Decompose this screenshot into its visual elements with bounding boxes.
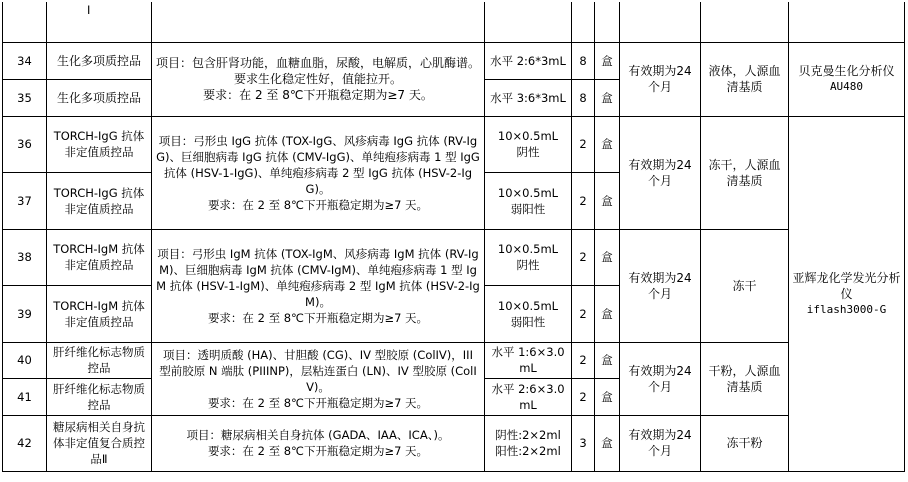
product-name: TORCH-IgM 抗体非定值质控品 — [47, 229, 152, 285]
row-number: 37 — [3, 172, 47, 229]
spec: 10×0.5mL 弱阳性 — [485, 285, 572, 342]
matrix: 干粉，人源血清基质 — [701, 342, 789, 415]
product-name: 生化多项质控品 — [47, 79, 152, 116]
spec: 10×0.5mL 弱阳性 — [485, 172, 572, 229]
spec: 10×0.5mL 阴性 — [485, 229, 572, 285]
row-number: 36 — [3, 116, 47, 172]
row-number: 41 — [3, 378, 47, 415]
unit: 盒 — [595, 229, 620, 285]
spec: 水平 3:6*3mL — [485, 79, 572, 116]
unit: 盒 — [595, 116, 620, 172]
table-row — [3, 42, 905, 79]
spec: 水平 2:6*3mL — [485, 42, 572, 79]
project-description: 项目：透明质酸 (HA)、甘胆酸 (CG)、IV 型胶原 (ColIV)，III 型前胶原 N 端肽 (PIIINP)，层粘连蛋白 (LN)、IV 型胶原 (ColIV)。 要求：在 2 至 8℃下开瓶稳定期为≥7 天。 — [152, 342, 485, 415]
row-number: 42 — [3, 415, 47, 471]
row-number: 38 — [3, 229, 47, 285]
spec: 10×0.5mL 阴性 — [485, 116, 572, 172]
unit: 盒 — [595, 285, 620, 342]
row-number: 34 — [3, 42, 47, 79]
product-name: 肝纤维化标志物质控品 — [47, 378, 152, 415]
table-row — [3, 415, 905, 471]
row-number: 40 — [3, 342, 47, 378]
project-description: 项目：糖尿病相关自身抗体 (GADA、IAA、ICA、)。 要求：在 2 至 8℃下开瓶稳定期为≥7 天。 — [152, 415, 485, 471]
validity: 有效期为24 个月 — [620, 42, 701, 116]
project-description: 项目：弓形虫 IgG 抗体 (TOX-IgG、风疹病毒 IgG 抗体 (RV-IgG)、巨细胞病毒 IgG 抗体 (CMV-IgG)、单纯疱疹病毒 1 型 IgG 抗体 (HSV-1-IgG)、单纯疱疹病毒 2 型 IgG 抗体 (HSV-2-IgG)。 要求：在 2 至 8℃下开瓶稳定期为≥7 天。 — [152, 116, 485, 229]
table-row — [3, 342, 905, 378]
row-number: 35 — [3, 79, 47, 116]
quantity: 8 — [572, 79, 595, 116]
spec: 阴性:2×2ml 阳性:2×2ml — [485, 415, 572, 471]
unit: 盒 — [595, 378, 620, 415]
quantity: 2 — [572, 285, 595, 342]
product-name: TORCH-IgG 抗体非定值质控品 — [47, 116, 152, 172]
quantity: 2 — [572, 342, 595, 378]
validity: 有效期为24 个月 — [620, 342, 701, 415]
header-marker: I — [47, 2, 152, 42]
reagent-table — [2, 2, 905, 472]
quantity: 2 — [572, 229, 595, 285]
quantity: 8 — [572, 42, 595, 79]
unit: 盒 — [595, 42, 620, 79]
quantity: 3 — [572, 415, 595, 471]
unit: 盒 — [595, 342, 620, 378]
unit: 盒 — [595, 79, 620, 116]
validity: 有效期为24 个月 — [620, 415, 701, 471]
spec: 水平 1:6×3.0mL — [485, 342, 572, 378]
matrix: 冻干，人源血清基质 — [701, 116, 789, 229]
row-number: 39 — [3, 285, 47, 342]
validity: 有效期为24 个月 — [620, 229, 701, 342]
project-description: 项目：弓形虫 IgM 抗体 (TOX-IgM、风疹病毒 IgM 抗体 (RV-IgM)、巨细胞病毒 IgM 抗体 (CMV-IgM)、单纯疱疹病毒 1 型 IgM 抗体 (HSV-1-IgM)、单纯疱疹病毒 2 型 IgM 抗体 (HSV-2-IgM)。 要求：在 2 至 8℃下开瓶稳定期为≥7 天。 — [152, 229, 485, 342]
quantity: 2 — [572, 172, 595, 229]
quantity: 2 — [572, 378, 595, 415]
product-name: TORCH-IgG 抗体非定值质控品 — [47, 172, 152, 229]
matrix: 冻干 — [701, 229, 789, 342]
unit: 盒 — [595, 172, 620, 229]
product-name: 糖尿病相关自身抗体非定值复合质控品Ⅱ — [47, 415, 152, 471]
table-row — [3, 229, 905, 285]
table-row — [3, 116, 905, 172]
spec: 水平 2:6×3.0mL — [485, 378, 572, 415]
quantity: 2 — [572, 116, 595, 172]
matrix: 冻干粉 — [701, 415, 789, 471]
product-name: 生化多项质控品 — [47, 42, 152, 79]
validity: 有效期为24 个月 — [620, 116, 701, 229]
project-description: 项目：包含肝肾功能，血糖血脂，尿酸，电解质，心肌酶谱。要求生化稳定性好，值能拉开。 要求：在 2 至 8℃下开瓶稳定期为≥7 天。 — [152, 42, 485, 116]
header-row — [3, 2, 905, 42]
product-name: 肝纤维化标志物质控品 — [47, 342, 152, 378]
product-name: TORCH-IgM 抗体非定值质控品 — [47, 285, 152, 342]
instrument: 贝克曼生化分析仪 AU480 — [789, 42, 905, 116]
matrix: 液体，人源血清基质 — [701, 42, 789, 116]
unit: 盒 — [595, 415, 620, 471]
instrument: 亚辉龙化学发光分析仪 iflash3000-G — [789, 116, 905, 471]
